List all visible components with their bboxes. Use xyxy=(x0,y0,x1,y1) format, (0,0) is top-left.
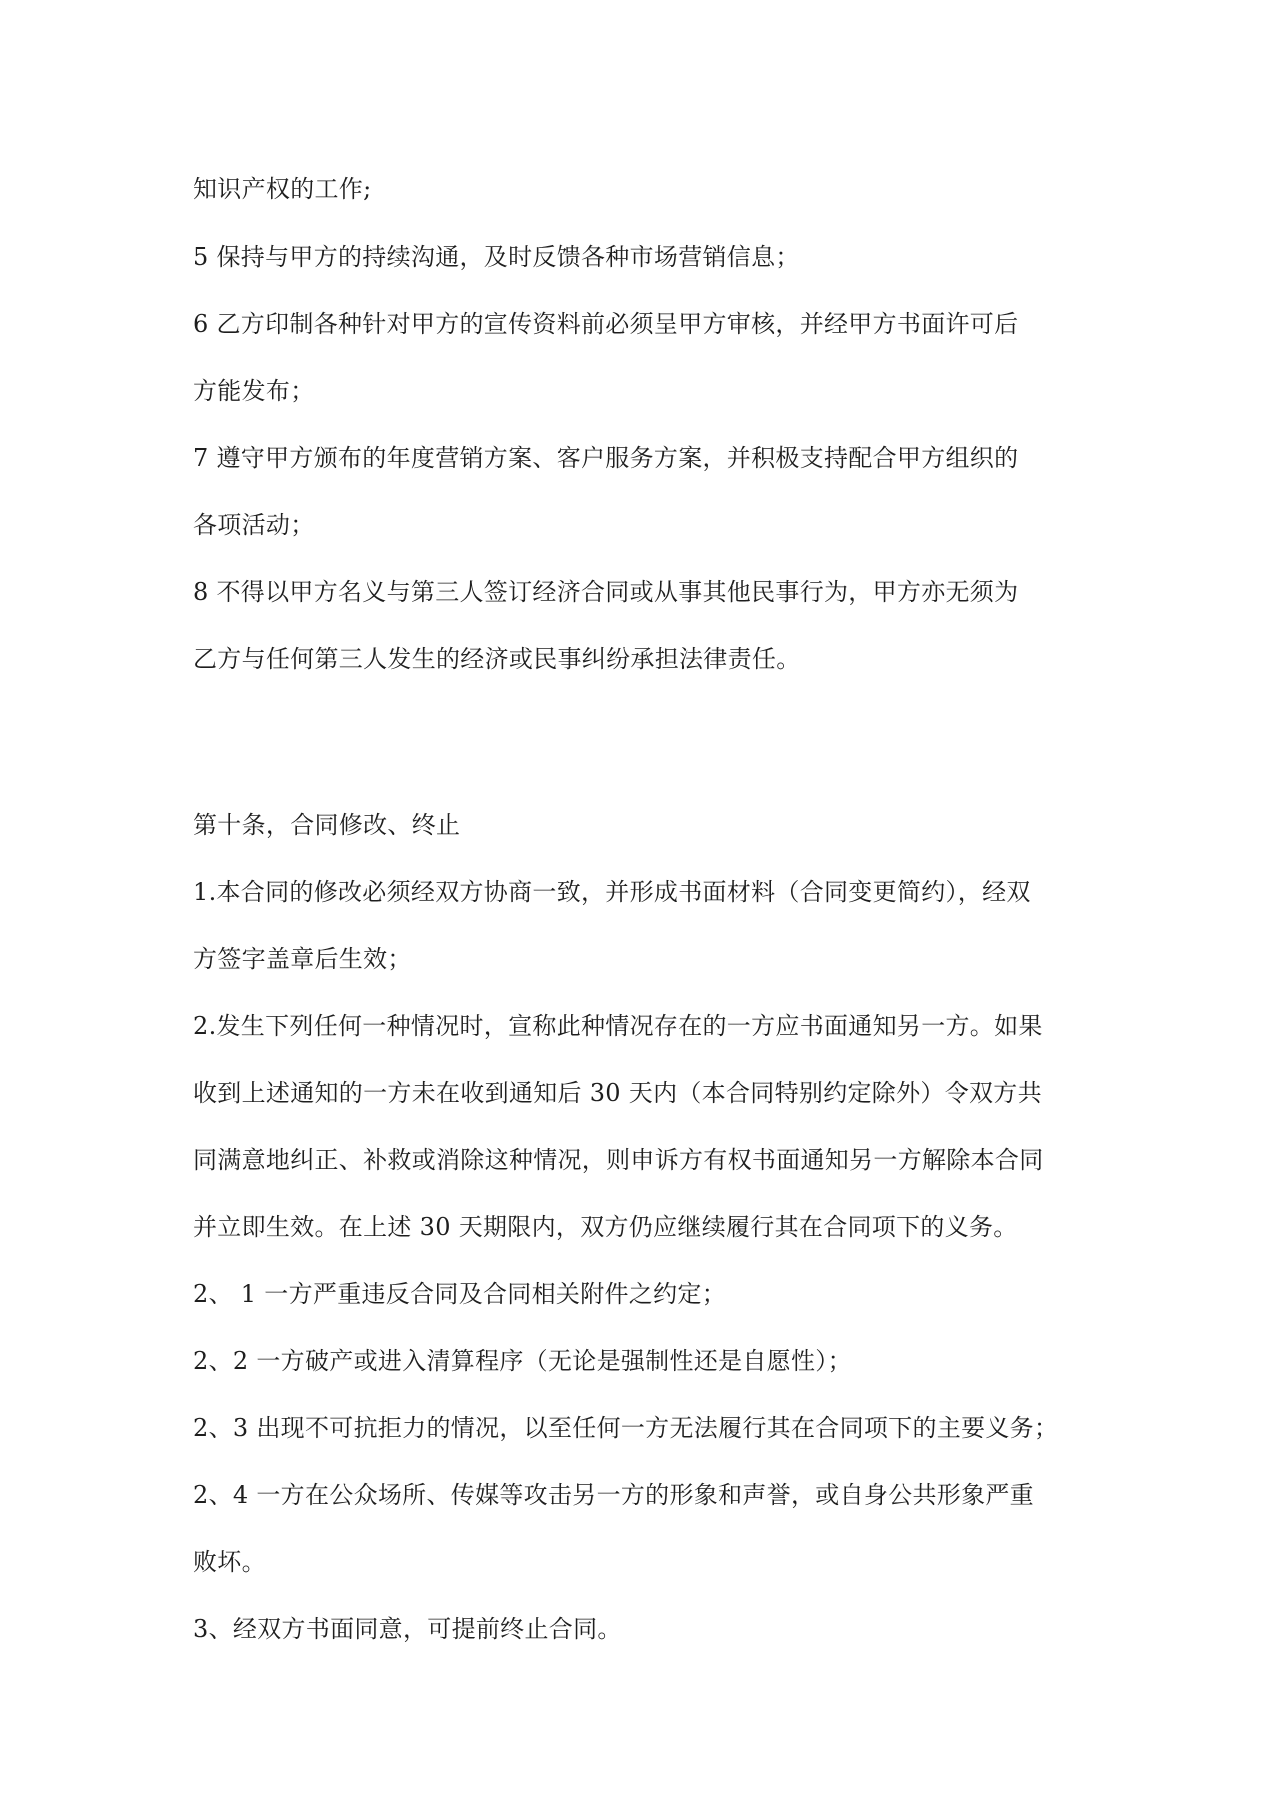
text-line: 2、3 出现不可抗拒力的情况，以至任何一方无法履行其在合同项下的主要义务； xyxy=(193,1414,1059,1442)
text-line: 2、 1 一方严重违反合同及合同相关附件之约定； xyxy=(193,1280,726,1308)
text-line: 6 乙方印制各种针对甲方的宣传资料前必须呈甲方审核，并经甲方书面许可后 xyxy=(193,310,1019,338)
text-line: 1.本合同的修改必须经双方协商一致，并形成书面材料（合同变更简约），经双 xyxy=(193,878,1031,906)
text-line: 方签字盖章后生效； xyxy=(193,945,412,973)
text-line: 7 遵守甲方颁布的年度营销方案、客户服务方案，并积极支持配合甲方组织的 xyxy=(193,444,1019,472)
text-line: 2、4 一方在公众场所、传媒等攻击另一方的形象和声誉，或自身公共形象严重 xyxy=(193,1481,1034,1509)
text-line: 知识产权的工作; xyxy=(193,175,372,203)
text-line: 2、2 一方破产或进入清算程序（无论是强制性还是自愿性）； xyxy=(193,1347,852,1375)
text-line: 同满意地纠正、补救或消除这种情况，则申诉方有权书面通知另一方解除本合同 xyxy=(193,1146,1044,1174)
text-line: 方能发布； xyxy=(193,377,315,405)
text-line: 5 保持与甲方的持续沟通，及时反馈各种市场营销信息； xyxy=(193,243,800,271)
text-line: 并立即生效。在上述 30 天期限内，双方仍应继续履行其在合同项下的义务。 xyxy=(193,1213,1018,1241)
text-line: 3、经双方书面同意，可提前终止合同。 xyxy=(193,1615,622,1643)
text-line: 收到上述通知的一方未在收到通知后 30 天内（本合同特别约定除外）令双方共 xyxy=(193,1079,1042,1107)
text-line: 2.发生下列任何一种情况时，宣称此种情况存在的一方应书面通知另一方。如果 xyxy=(193,1012,1043,1040)
section-heading: 第十条，合同修改、终止 xyxy=(193,811,461,839)
text-line: 各项活动； xyxy=(193,511,315,539)
text-line: 乙方与任何第三人发生的经济或民事纠纷承担法律责任。 xyxy=(193,645,801,673)
text-line: 败坏。 xyxy=(193,1548,266,1576)
text-line: 8 不得以甲方名义与第三人签订经济合同或从事其他民事行为，甲方亦无须为 xyxy=(193,578,1019,606)
